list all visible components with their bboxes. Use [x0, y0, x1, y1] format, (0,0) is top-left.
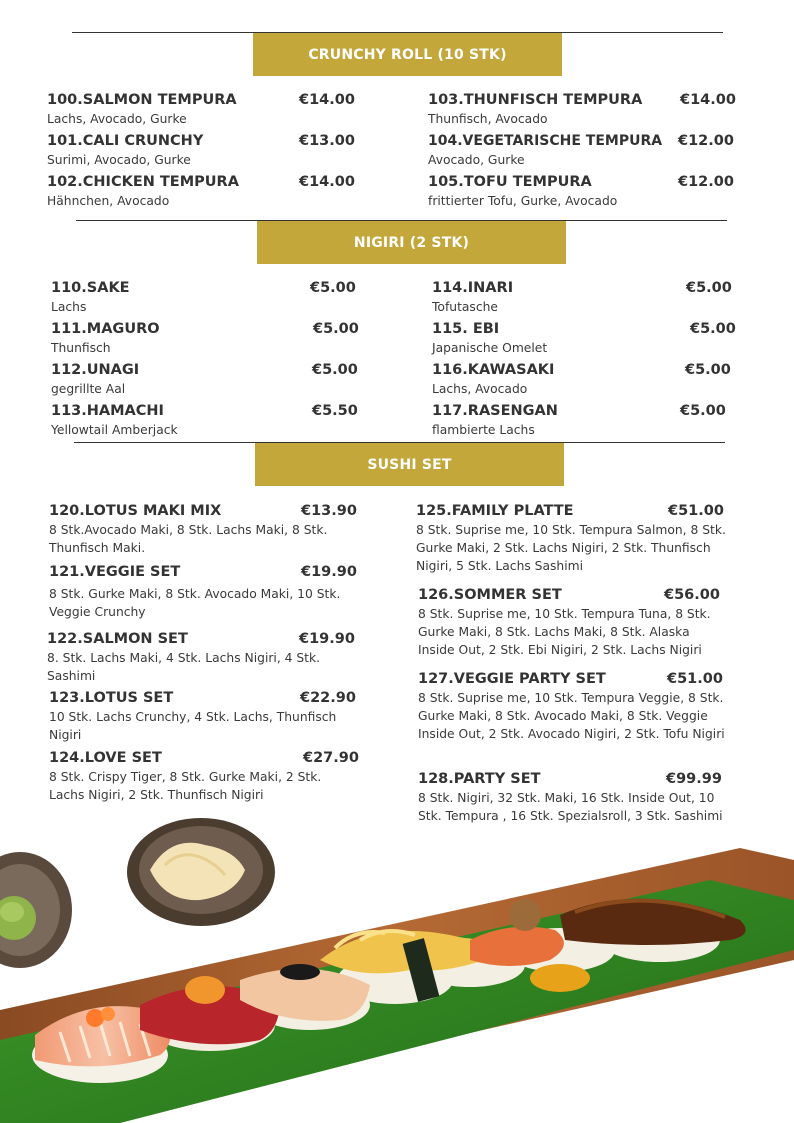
item-name: 117.RASENGAN — [432, 403, 558, 419]
item-name: 120.LOTUS MAKI MIX — [49, 503, 222, 519]
item-price: €5.00 — [690, 321, 736, 337]
section-banner-sushi-set — [255, 443, 564, 486]
item-description: Lachs, Avocado, Gurke — [47, 112, 187, 126]
item-price: €19.90 — [301, 564, 357, 580]
section-title: CRUNCHY ROLL (10 STK) — [308, 46, 507, 63]
item-description: Surimi, Avocado, Gurke — [47, 153, 191, 167]
item-price: €5.50 — [312, 403, 358, 419]
item-name: 100.SALMON TEMPURA — [47, 92, 237, 108]
item-description: Tofutasche — [432, 300, 498, 314]
wasabi-dish — [0, 852, 72, 968]
item-price: €12.00 — [678, 133, 734, 149]
item-price: €13.90 — [301, 503, 357, 519]
item-description: 8 Stk. Suprise me, 10 Stk. Tempura Veggie, 8 Stk. Gurke Maki, 8 Stk. Avocado Maki, 8 Stk. Veggie Inside Out, 2 Stk. Avocado Nigiri, 2 Stk. Tofu Nigiri — [418, 691, 725, 741]
item-description: Lachs — [51, 300, 87, 314]
item-name: 125.FAMILY PLATTE — [416, 503, 574, 519]
item-price: €5.00 — [686, 280, 732, 296]
item-description: Japanische Omelet — [432, 341, 548, 355]
item-name: 111.MAGURO — [51, 321, 160, 337]
item-description: Lachs, Avocado — [432, 382, 528, 396]
item-description: 8 Stk. Crispy Tiger, 8 Stk. Gurke Maki, 2 Stk. Lachs Nigiri, 2 Stk. Thunfisch Nigiri — [49, 770, 322, 802]
item-price: €27.90 — [303, 750, 359, 766]
item-name: 121.VEGGIE SET — [49, 564, 181, 580]
item-name: 112.UNAGI — [51, 362, 140, 378]
item-name: 124.LOVE SET — [49, 750, 162, 766]
item-name: 113.HAMACHI — [51, 403, 164, 419]
item-description: 10 Stk. Lachs Crunchy, 4 Stk. Lachs, Thunfisch Nigiri — [49, 710, 337, 742]
item-name: 123.LOTUS SET — [49, 690, 174, 706]
item-name: 103.THUNFISCH TEMPURA — [428, 92, 643, 108]
item-name: 126.SOMMER SET — [418, 587, 562, 603]
item-name: 128.PARTY SET — [418, 771, 541, 787]
item-name: 127.VEGGIE PARTY SET — [418, 671, 606, 687]
item-description: gegrillte Aal — [51, 382, 126, 396]
item-price: €5.00 — [313, 321, 359, 337]
item-price: €19.90 — [299, 631, 355, 647]
item-name: 115. EBI — [432, 321, 500, 337]
item-name: 101.CALI CRUNCHY — [47, 133, 204, 149]
item-name: 104.VEGETARISCHE TEMPURA — [428, 133, 663, 149]
section-title: NIGIRI (2 STK) — [353, 234, 470, 251]
item-description: Thunfisch — [51, 341, 111, 355]
section-banner-nigiri — [257, 221, 566, 264]
item-price: €12.00 — [678, 174, 734, 190]
item-description: Hähnchen, Avocado — [47, 194, 170, 208]
item-price: €51.00 — [667, 671, 723, 687]
item-price: €22.90 — [300, 690, 356, 706]
item-price: €56.00 — [664, 587, 720, 603]
item-description: 8 Stk. Suprise me, 10 Stk. Tempura Tuna, 8 Stk. Gurke Maki, 8 Stk. Lachs Maki, 8 Stk. Alaska Inside Out, 2 Stk. Ebi Nigiri, 2 Stk. Lachs Nigiri — [418, 607, 711, 657]
item-price: €5.00 — [312, 362, 358, 378]
ginger-bowl — [127, 818, 275, 926]
item-name: 114.INARI — [432, 280, 514, 296]
item-description: Thunfisch, Avocado — [428, 112, 548, 126]
item-price: €5.00 — [680, 403, 726, 419]
item-price: €13.00 — [299, 133, 355, 149]
section-banner-crunchy-roll — [253, 33, 562, 76]
item-description: frittierter Tofu, Gurke, Avocado — [428, 194, 618, 208]
item-name: 102.CHICKEN TEMPURA — [47, 174, 239, 190]
item-name: 122.SALMON SET — [47, 631, 188, 647]
item-price: €99.99 — [666, 771, 722, 787]
section-title: SUSHI SET — [367, 456, 452, 473]
item-description: 8 Stk.Avocado Maki, 8 Stk. Lachs Maki, 8 Stk. Thunfisch Maki. — [49, 523, 328, 555]
item-description: 8 Stk. Suprise me, 10 Stk. Tempura Salmon, 8 Stk. Gurke Maki, 2 Stk. Lachs Nigiri, 2 Stk. Thunfisch Nigiri, 5 Stk. Lachs Sashimi — [416, 523, 726, 573]
item-price: €5.00 — [310, 280, 356, 296]
item-name: 110.SAKE — [51, 280, 130, 296]
item-price: €14.00 — [299, 174, 355, 190]
item-price: €5.00 — [685, 362, 731, 378]
item-description: Yellowtail Amberjack — [51, 423, 178, 437]
item-description: Avocado, Gurke — [428, 153, 525, 167]
item-name: 116.KAWASAKI — [432, 362, 555, 378]
item-name: 105.TOFU TEMPURA — [428, 174, 592, 190]
item-description: 8 Stk. Gurke Maki, 8 Stk. Avocado Maki, 10 Stk. Veggie Crunchy — [49, 587, 341, 619]
item-price: €51.00 — [668, 503, 724, 519]
item-description: 8. Stk. Lachs Maki, 4 Stk. Lachs Nigiri, 4 Stk. Sashimi — [47, 651, 321, 683]
item-price: €14.00 — [680, 92, 736, 108]
sushi-platter-image — [0, 800, 794, 1123]
item-description: flambierte Lachs — [432, 423, 535, 437]
item-price: €14.00 — [299, 92, 355, 108]
item-description: 8 Stk. Nigiri, 32 Stk. Maki, 16 Stk. Inside Out, 10 Stk. Tempura , 16 Stk. Spezialsroll, 3 Stk. Sashimi — [418, 791, 723, 823]
